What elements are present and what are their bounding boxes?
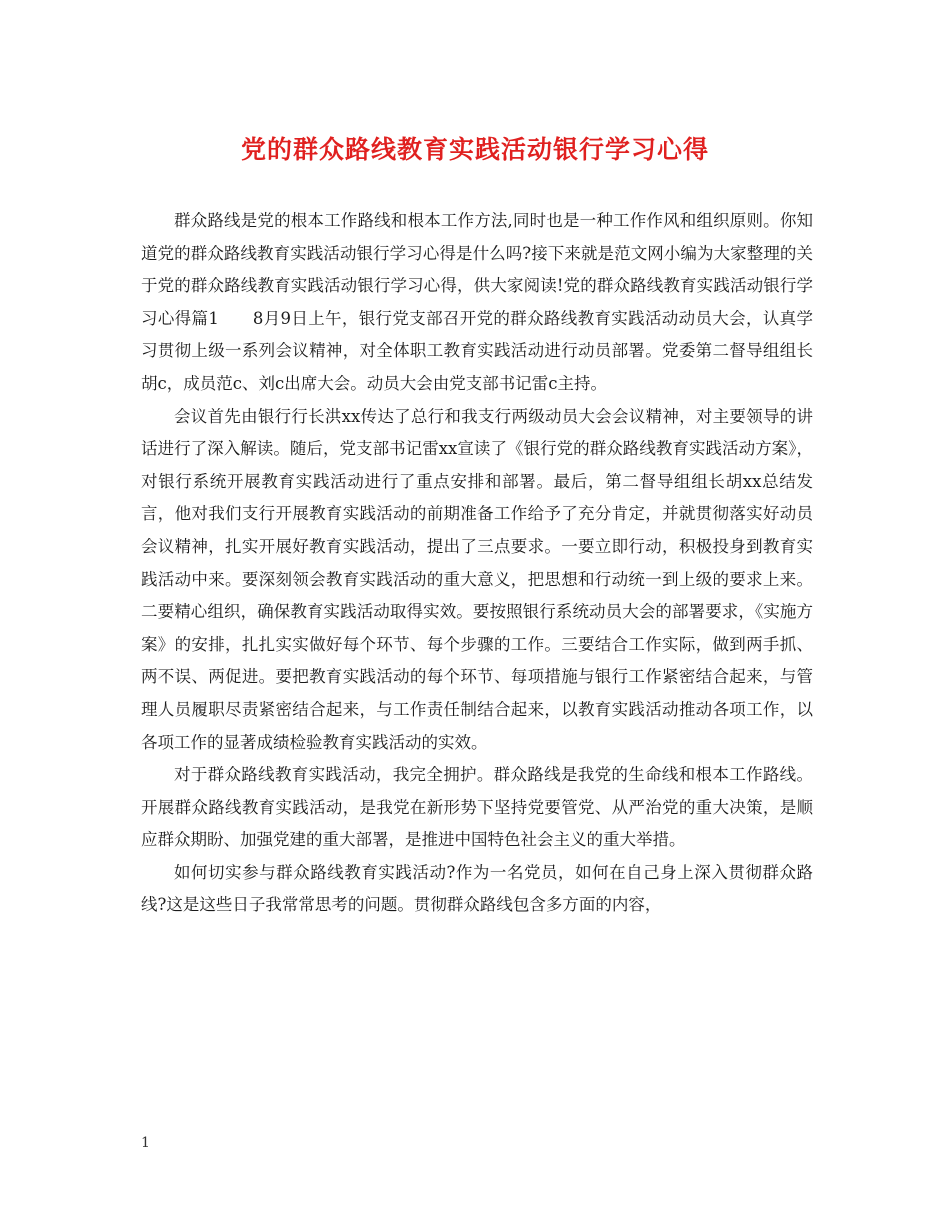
document-title: 党的群众路线教育实践活动银行学习心得 — [240, 135, 709, 164]
page-number: 1 — [141, 1135, 150, 1151]
paragraph-1: 群众路线是党的根本工作路线和根本工作方法,同时也是一种工作作风和组织原则。你知道党的群众路线教育实践活动银行学习心得是什么吗?接下来就是范文网小编为大家整理的关于党的群众路线教育实践活动银行学习心得，供大家阅读!党的群众路线教育实践活动银行学习心得篇1 8月9日上午，银行党支部召开党的群众路线教育实践活动动员大会，认真学习贯彻上级一系列会议精神，对全体职工教育实践活动进行动员部署。党委第二督导组组长胡c，成员范c、刘c出席大会。动员大会由党支部书记雷c主持。 — [141, 211, 813, 393]
document-body — [141, 205, 813, 922]
paragraph-4: 如何切实参与群众路线教育实践活动?作为一名党员，如何在自己身上深入贯彻群众路线?这是这些日子我常常思考的问题。贯彻群众路线包含多方面的内容， — [141, 862, 813, 915]
paragraph-3: 对于群众路线教育实践活动，我完全拥护。群众路线是我党的生命线和根本工作路线。开展群众路线教育实践活动，是我党在新形势下坚持党要管党、从严治党的重大决策，是顺应群众期盼、加强党建的重大部署，是推进中国特色社会主义的重大举措。 — [141, 765, 813, 850]
paragraph-2: 会议首先由银行行长洪xx传达了总行和我支行两级动员大会会议精神，对主要领导的讲话进行了深入解读。随后，党支部书记雷xx宣读了《银行党的群众路线教育实践活动方案》，对银行系统开展教育实践活动进行了重点安排和部署。最后，第二督导组组长胡xx总结发言，他对我们支行开展教育实践活动的前期准备工作给予了充分肯定，并就贯彻落实好动员会议精神，扎实开展好教育实践活动，提出了三点要求。一要立即行动，积极投身到教育实践活动中来。要深刻领会教育实践活动的重大意义，把思想和行动统一到上级的要求上来。二要精心组织，确保教育实践活动取得实效。要按照银行系统动员大会的部署要求，《实施方案》的安排，扎扎实实做好每个环节、每个步骤的工作。三要结合工作实际，做到两手抓、两不误、两促进。要把教育实践活动的每个环节、每项措施与银行工作紧密结合起来，与管理人员履职尽责紧密结合起来，与工作责任制结合起来，以教育实践活动推动各项工作，以各项工作的显著成绩检验教育实践活动的实效。 — [141, 406, 813, 752]
